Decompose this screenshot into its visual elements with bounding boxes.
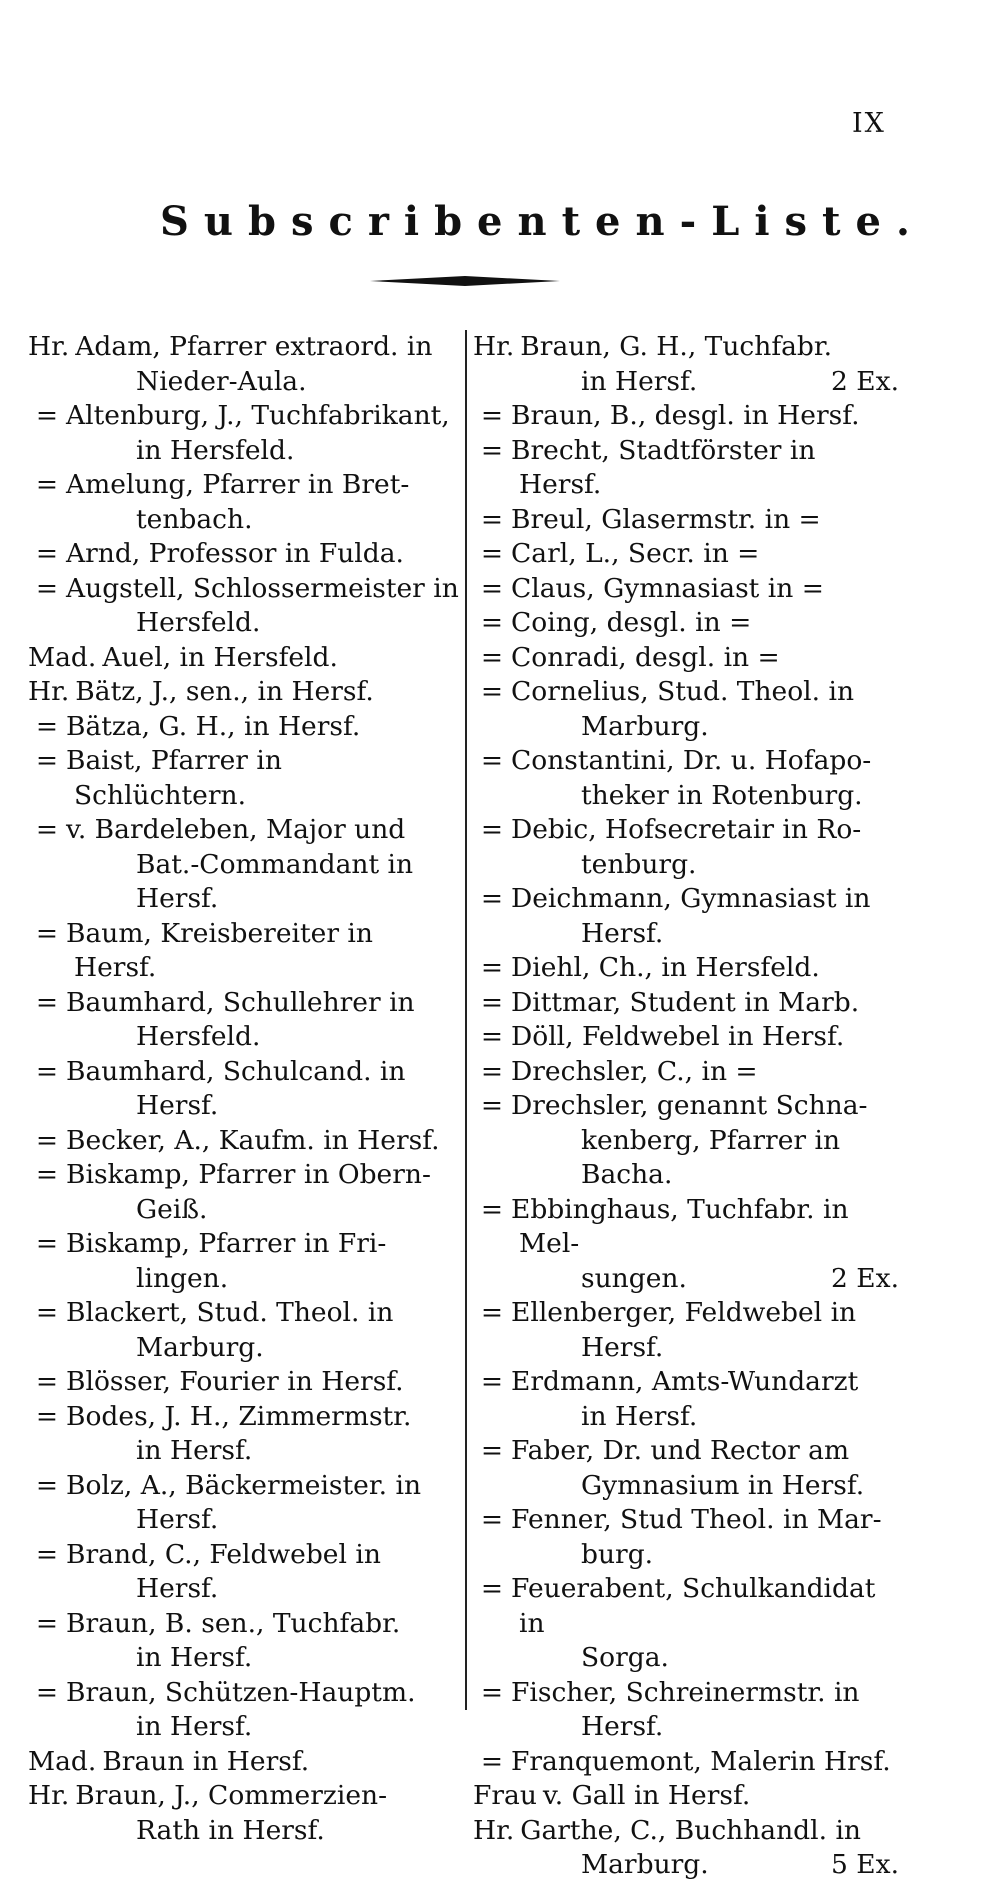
subscriber-entry xyxy=(28,641,460,676)
entry-continuation xyxy=(519,1848,903,1883)
subscriber-entry xyxy=(28,1400,460,1469)
entry-continuation: kenberg, Pfarrer in Bacha. xyxy=(581,1124,841,1190)
entry-prefix: = xyxy=(35,1400,59,1432)
entry-prefix: Hr. xyxy=(473,1814,515,1846)
entry-name: Ellenberger, Feldwebel in xyxy=(511,1297,857,1328)
entry-copies: 2 Ex. xyxy=(831,365,899,397)
entry-prefix: = xyxy=(480,745,504,776)
subscriber-entry xyxy=(28,1158,460,1227)
entry-name: Bodes, J. H., Zimmermstr. xyxy=(66,1400,412,1432)
subscriber-entry xyxy=(473,1814,903,1883)
entry-name: Biskamp, Pfarrer in Obern- xyxy=(66,1159,431,1190)
entry-name: Feuerabent, Schulkandidat in xyxy=(511,1573,876,1639)
entry-name: Claus, Gymnasiast in = xyxy=(511,572,824,604)
subscriber-entry xyxy=(28,1055,460,1124)
subscriber-entry xyxy=(473,330,903,399)
subscriber-entry xyxy=(28,917,460,986)
subscriber-column-left xyxy=(28,330,460,1848)
subscriber-entry xyxy=(28,468,460,537)
subscriber-entry xyxy=(473,1193,903,1297)
entry-name: Fenner, Stud Theol. in Mar- xyxy=(511,1504,882,1535)
subscriber-entry xyxy=(28,1779,460,1848)
entry-continuation: in Hersf. xyxy=(136,1642,253,1673)
entry-continuation: Sorga. xyxy=(581,1642,669,1673)
subscriber-entry xyxy=(28,744,460,813)
entry-prefix: = xyxy=(35,814,59,845)
entry-prefix: = xyxy=(480,883,504,914)
entry-continuation: Hersf. xyxy=(581,1331,664,1363)
entry-prefix: = xyxy=(480,1297,504,1328)
entry-prefix: = xyxy=(480,1676,504,1708)
entry-name: Erdmann, Amts-Wundarzt xyxy=(511,1366,859,1397)
entry-prefix: = xyxy=(480,503,504,535)
entry-prefix: = xyxy=(480,607,504,638)
entry-name: Bätz, J., sen., in Hersf. xyxy=(75,676,374,707)
entry-prefix: = xyxy=(480,1573,504,1604)
entry-continuation: Hersf. xyxy=(581,917,664,949)
entry-prefix: Mad. xyxy=(28,1745,97,1777)
subscriber-entry xyxy=(473,537,903,572)
entry-prefix: Hr. xyxy=(28,676,70,707)
subscriber-entry xyxy=(28,572,460,641)
subscriber-entry xyxy=(473,399,903,434)
subscriber-entry xyxy=(28,710,460,745)
entry-continuation: Hersfeld. xyxy=(136,607,261,638)
entry-name: Becker, A., Kaufm. in Hersf. xyxy=(66,1124,440,1156)
entry-prefix: = xyxy=(35,986,59,1018)
subscriber-entry xyxy=(473,434,903,503)
entry-prefix: = xyxy=(35,1159,59,1190)
entry-prefix: = xyxy=(35,1297,59,1328)
entry-continuation: Hersf. xyxy=(136,1504,219,1535)
entry-name: Braun, B., desgl. in Hersf. xyxy=(511,400,860,431)
entry-prefix: = xyxy=(480,1193,504,1225)
subscriber-entry xyxy=(473,951,903,986)
entry-continuation-text: Marburg. xyxy=(581,1849,709,1880)
entry-prefix: = xyxy=(35,1538,59,1570)
entry-name: Bolz, A., Bäckermeister. in xyxy=(66,1469,422,1501)
entry-name: Ebbinghaus, Tuchfabr. in Mel- xyxy=(511,1193,849,1259)
entry-prefix: Hr. xyxy=(28,331,70,362)
entry-prefix: = xyxy=(480,814,504,845)
entry-prefix: Mad. xyxy=(28,641,97,673)
entry-name: Baum, Kreisbereiter in Hersf. xyxy=(66,917,373,983)
entry-prefix: = xyxy=(480,952,504,983)
entry-name: Adam, Pfarrer extraord. in xyxy=(75,331,433,362)
entry-prefix: = xyxy=(35,1228,59,1259)
entry-continuation: in Hersfeld. xyxy=(136,434,295,466)
entry-prefix: Frau xyxy=(473,1780,537,1811)
subscriber-entry xyxy=(473,1745,903,1780)
entry-prefix: = xyxy=(35,710,59,742)
subscriber-entry xyxy=(28,813,460,917)
entry-continuation: Nieder-Aula. xyxy=(136,365,307,397)
entry-continuation: burg. xyxy=(581,1538,654,1570)
entry-name: Diehl, Ch., in Hersfeld. xyxy=(511,952,820,983)
subscriber-entry xyxy=(28,1124,460,1159)
subscriber-column-right xyxy=(473,330,903,1883)
page-number: IX xyxy=(852,108,886,139)
subscriber-entry xyxy=(473,744,903,813)
entry-continuation: theker in Rotenburg. xyxy=(581,779,863,811)
entry-continuation xyxy=(519,1262,903,1297)
subscriber-entry xyxy=(473,986,903,1021)
entry-prefix: = xyxy=(35,1607,59,1639)
subscriber-entry xyxy=(473,1365,903,1434)
subscriber-entry xyxy=(28,1469,460,1538)
entry-name: Franquemont, Malerin Hrsf. xyxy=(511,1745,891,1777)
entry-prefix: Hr. xyxy=(28,1780,70,1811)
entry-name: Deichmann, Gymnasiast in xyxy=(511,883,871,914)
subscriber-entry xyxy=(28,330,460,399)
entry-name: Cornelius, Stud. Theol. in xyxy=(511,676,855,707)
subscriber-entry xyxy=(473,1676,903,1745)
subscriber-entry xyxy=(473,1503,903,1572)
entry-prefix: = xyxy=(35,1366,59,1397)
entry-name: Blackert, Stud. Theol. in xyxy=(66,1297,394,1328)
entry-name: Arnd, Professor in Fulda. xyxy=(66,538,404,569)
subscriber-entry xyxy=(28,537,460,572)
entry-prefix: Hr. xyxy=(473,331,515,362)
entry-prefix: = xyxy=(35,1676,59,1708)
entry-name: Döll, Feldwebel in Hersf. xyxy=(511,1021,845,1052)
entry-continuation: Rath in Hersf. xyxy=(136,1814,325,1846)
entry-name: Drechsler, genannt Schna- xyxy=(511,1090,868,1121)
entry-name: Braun, Schützen-Hauptm. xyxy=(66,1676,416,1708)
subscriber-entry xyxy=(473,813,903,882)
entry-continuation: Hersf. xyxy=(136,1090,219,1121)
subscriber-entry xyxy=(473,1434,903,1503)
entry-copies: 5 Ex. xyxy=(831,1849,899,1880)
entry-continuation-text: in Hersf. xyxy=(581,365,698,397)
entry-prefix: = xyxy=(480,572,504,604)
entry-name: Conradi, desgl. in = xyxy=(511,641,780,673)
entry-continuation: Marburg. xyxy=(581,710,709,742)
entry-prefix: = xyxy=(35,1469,59,1501)
entry-prefix: = xyxy=(480,434,504,466)
entry-name: Braun in Hersf. xyxy=(102,1745,310,1777)
entry-name: Auel, in Hersfeld. xyxy=(102,641,338,673)
entry-prefix: = xyxy=(35,1055,59,1087)
entry-name: Baumhard, Schulcand. in xyxy=(66,1055,406,1087)
page-title: Subscribenten-Liste. xyxy=(160,198,925,245)
subscriber-entry xyxy=(473,572,903,607)
entry-name: Constantini, Dr. u. Hofapo- xyxy=(511,745,872,776)
entry-name: Blösser, Fourier in Hersf. xyxy=(66,1366,404,1397)
entry-continuation: lingen. xyxy=(136,1262,229,1294)
entry-continuation: Geiß. xyxy=(136,1193,208,1225)
entry-name: Garthe, C., Buchhandl. in xyxy=(520,1814,861,1846)
subscriber-entry xyxy=(28,675,460,710)
entry-prefix: = xyxy=(480,1504,504,1535)
entry-name: Augstell, Schlossermeister in xyxy=(66,572,459,604)
entry-continuation: in Hersf. xyxy=(581,1400,698,1432)
subscriber-entry xyxy=(28,1676,460,1745)
subscriber-entry xyxy=(28,1365,460,1400)
entry-prefix: = xyxy=(480,1366,504,1397)
subscriber-entry xyxy=(473,1089,903,1193)
entry-prefix: = xyxy=(480,1055,504,1087)
subscriber-entry xyxy=(473,882,903,951)
entry-copies: 2 Ex. xyxy=(831,1262,899,1294)
entry-name: v. Gall in Hersf. xyxy=(542,1780,751,1811)
entry-prefix: = xyxy=(35,917,59,949)
entry-name: Baumhard, Schullehrer in xyxy=(66,986,415,1018)
entry-continuation: Hersf. xyxy=(136,1573,219,1604)
entry-name: Dittmar, Student in Marb. xyxy=(511,986,860,1018)
entry-prefix: = xyxy=(35,400,59,431)
entry-name: Fischer, Schreinermstr. in xyxy=(511,1676,860,1708)
subscriber-entry xyxy=(473,641,903,676)
entry-name: Carl, L., Secr. in = xyxy=(511,538,760,569)
entry-name: Braun, G. H., Tuchfabr. xyxy=(520,331,833,362)
entry-continuation: Gymnasium in Hersf. xyxy=(581,1469,865,1501)
entry-prefix: = xyxy=(480,1021,504,1052)
subscriber-entry xyxy=(28,986,460,1055)
entry-continuation: tenburg. xyxy=(581,848,697,880)
subscriber-entry xyxy=(473,503,903,538)
subscriber-entry xyxy=(28,1538,460,1607)
entry-name: Brand, C., Feldwebel in xyxy=(66,1538,381,1570)
entry-name: Amelung, Pfarrer in Bret- xyxy=(66,469,410,500)
subscriber-entry xyxy=(28,1227,460,1296)
entry-prefix: = xyxy=(480,676,504,707)
entry-name: Drechsler, C., in = xyxy=(511,1055,758,1087)
entry-name: Altenburg, J., Tuchfabrikant, xyxy=(66,400,450,431)
entry-prefix: = xyxy=(480,1745,504,1777)
subscriber-entry xyxy=(28,1296,460,1365)
subscriber-entry xyxy=(473,606,903,641)
entry-prefix: = xyxy=(480,1435,504,1466)
entry-prefix: = xyxy=(35,1124,59,1156)
entry-prefix: = xyxy=(480,641,504,673)
entry-continuation: tenbach. xyxy=(136,503,253,535)
entry-continuation: in Hersf. xyxy=(136,1435,253,1466)
entry-name: Debic, Hofsecretair in Ro- xyxy=(511,814,862,845)
entry-prefix: = xyxy=(480,400,504,431)
entry-continuation: Hersf. xyxy=(581,1711,664,1742)
subscriber-entry xyxy=(473,1572,903,1676)
entry-name: Faber, Dr. und Rector am xyxy=(511,1435,850,1466)
entry-prefix: = xyxy=(35,538,59,569)
entry-prefix: = xyxy=(480,538,504,569)
subscriber-entry xyxy=(473,1055,903,1090)
entry-name: Biskamp, Pfarrer in Fri- xyxy=(66,1228,387,1259)
entry-continuation: in Hersf. xyxy=(136,1711,253,1742)
title-rule-ornament xyxy=(370,274,560,288)
subscriber-entry xyxy=(28,1745,460,1780)
entry-name: Breul, Glasermstr. in = xyxy=(511,503,821,535)
subscriber-entry xyxy=(28,399,460,468)
entry-name: v. Bardeleben, Major und xyxy=(66,814,406,845)
entry-prefix: = xyxy=(35,469,59,500)
entry-continuation: Marburg. xyxy=(136,1331,264,1363)
entry-name: Braun, J., Commerzien- xyxy=(75,1780,388,1811)
entry-name: Braun, B. sen., Tuchfabr. xyxy=(66,1607,401,1639)
entry-continuation xyxy=(519,365,903,400)
entry-name: Brecht, Stadtförster in Hersf. xyxy=(511,434,816,500)
subscriber-entry xyxy=(473,1020,903,1055)
subscriber-entry xyxy=(473,675,903,744)
entry-continuation: Bat.-Commandant in Hersf. xyxy=(136,848,414,914)
entry-name: Baist, Pfarrer in Schlüchtern. xyxy=(66,745,282,811)
entry-prefix: = xyxy=(480,986,504,1018)
entry-name: Bätza, G. H., in Hersf. xyxy=(66,710,361,742)
entry-prefix: = xyxy=(35,745,59,776)
column-divider xyxy=(465,330,467,1710)
entry-prefix: = xyxy=(480,1090,504,1121)
subscriber-entry xyxy=(473,1296,903,1365)
entry-continuation: Hersfeld. xyxy=(136,1021,261,1052)
subscriber-entry xyxy=(28,1607,460,1676)
entry-continuation-text: sungen. xyxy=(581,1262,687,1294)
subscriber-entry xyxy=(473,1779,903,1814)
entry-name: Coing, desgl. in = xyxy=(511,607,752,638)
entry-prefix: = xyxy=(35,572,59,604)
